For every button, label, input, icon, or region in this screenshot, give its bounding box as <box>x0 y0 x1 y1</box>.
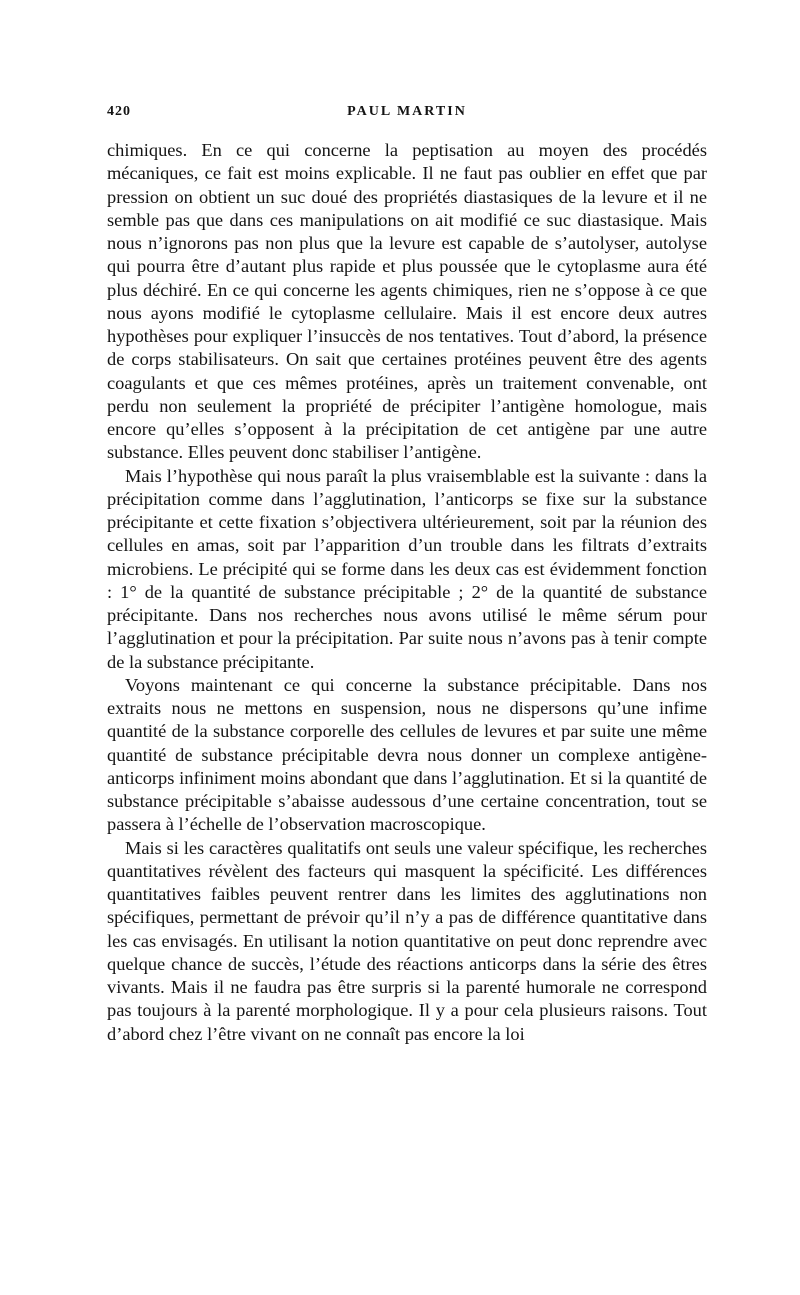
paragraph-2: Mais l’hypothèse qui nous paraît la plus vraisemblable est la suivante : dans la précipitation comme dans l’agglutination, l’anticorps se fixe sur la substance précipitante et cette fixation s’objectivera ultérieurement, soit par la réunion des cellules en amas, soit par l’apparition d’un trouble dans les filtrats d’extraits microbiens. Le précipité qui se forme dans les deux cas est évidemment fonction : 1° de la quantité de substance précipitable ; 2° de la quantité de substance précipitante. Dans nos recherches nous avons utilisé le même sérum pour l’agglutination et pour la précipitation. Par suite nous n’avons pas à tenir compte de la substance précipitante. <box>107 465 707 672</box>
running-title: PAUL MARTIN <box>347 104 467 119</box>
body-text <box>107 139 707 1046</box>
paragraph-3: Voyons maintenant ce qui concerne la substance précipitable. Dans nos extraits nous ne mettons en suspension, nous ne dispersons qu’une infime quantité de la substance corporelle des cellules de levures et par suite une même quantité de substance précipitable devra nous donner un complexe antigène-anticorps infiniment moins abondant que dans l’agglutination. Et si la quantité de substance précipitable s’abaisse audessous d’une certaine concentration, tout se passera à l’échelle de l’observation macroscopique. <box>107 674 707 835</box>
paragraph-4: Mais si les caractères qualitatifs ont seuls une valeur spécifique, les recherches quantitatives révèlent des facteurs qui masquent la spécificité. Les différences quantitatives faibles peuvent rentrer dans les limites des agglutinations non spécifiques, permettant de prévoir qu’il n’y a pas de différence quantitative dans les cas envisagés. En utilisant la notion quantitative on peut donc reprendre avec quelque chance de succès, l’étude des réactions anticorps dans la série des êtres vivants. Mais il ne faudra pas être surpris si la parenté humorale ne correspond pas toujours à la parenté morphologique. Il y a pour cela plusieurs raisons. Tout d’abord chez l’être vivant on ne connaît pas encore la loi <box>107 837 707 1044</box>
page-number: 420 <box>107 104 131 119</box>
paragraph-1: chimiques. En ce qui concerne la peptisation au moyen des procédés mécaniques, ce fait est moins explicable. Il ne faut pas oublier en effet que par pression on obtient un suc doué des propriétés diastasiques de la levure et il ne semble pas que dans ces manipulations on ait modifié ce suc diastasique. Mais nous n’ignorons pas non plus que la levure est capable de s’autolyser, autolyse qui pourra être d’autant plus rapide et plus poussée que le cytoplasme aura été plus déchiré. En ce qui concerne les agents chimiques, rien ne s’oppose à ce que nous ayons modifié le cytoplasme cellulaire. Mais il est encore deux autres hypothèses pour expliquer l’insuccès de nos tentatives. Tout d’abord, la présence de corps stabilisateurs. On sait que certaines protéines peuvent être des agents coagulants et que ces mêmes protéines, après un traitement convenable, ont perdu non seulement la propriété de précipiter l’antigène homologue, mais encore qu’elles s’opposent à la précipitation de cet antigène par une autre substance. Elles peuvent donc stabiliser l’antigène. <box>107 140 707 463</box>
running-head <box>107 104 707 124</box>
